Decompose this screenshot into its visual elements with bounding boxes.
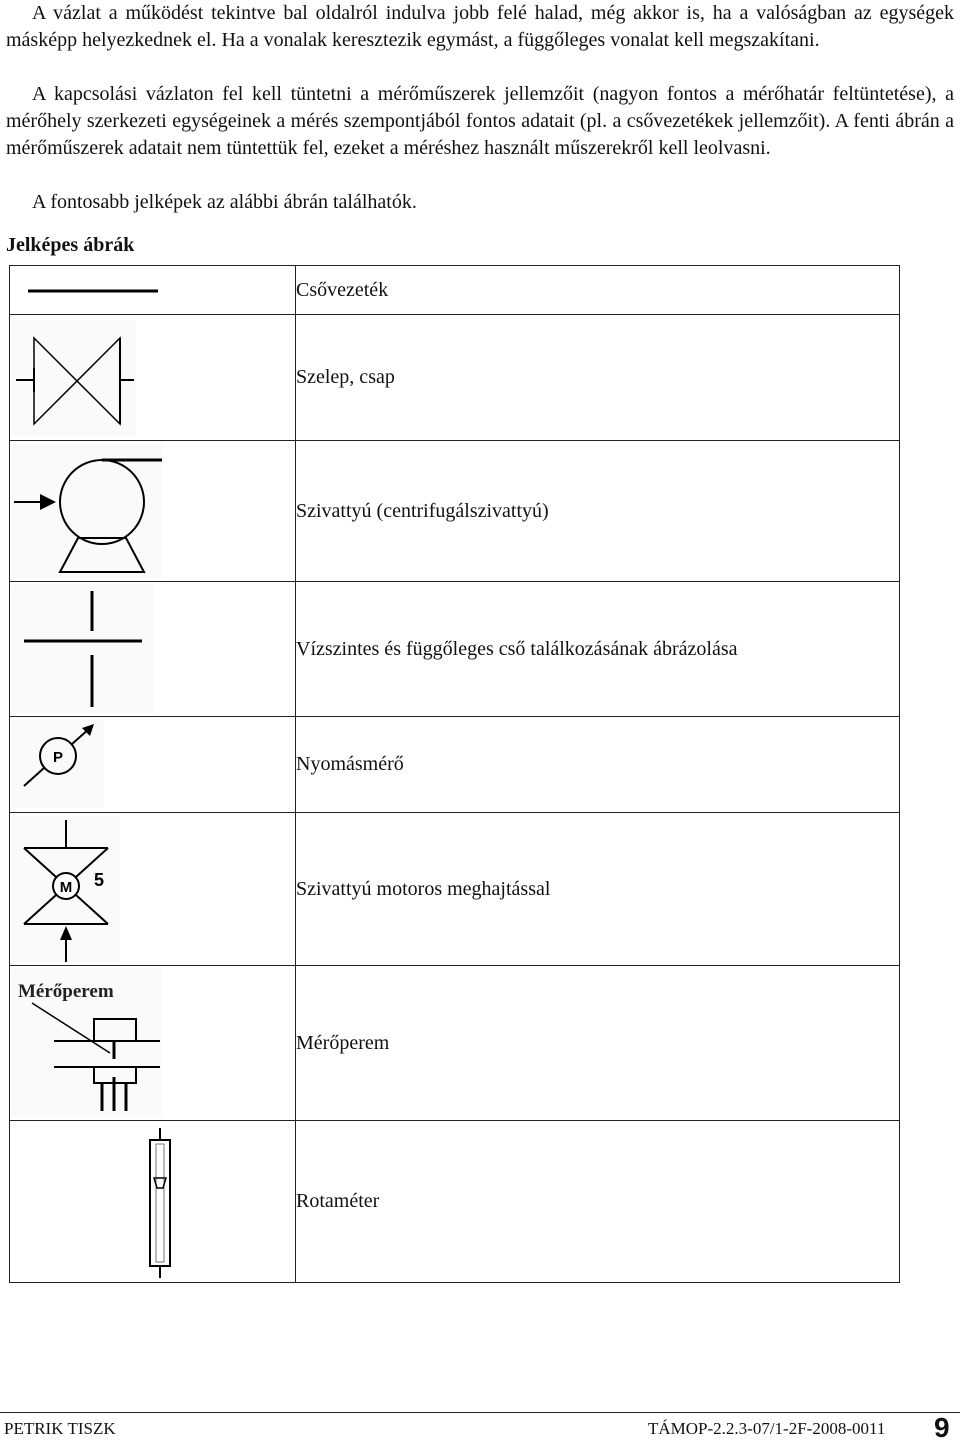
footer-project-code: TÁMOP-2.2.3-07/1-2F-2008-0011 <box>648 1419 886 1438</box>
symbol-cell <box>10 813 296 966</box>
orifice-plate-icon <box>10 967 295 1120</box>
symbol-label: Vízszintes és függőleges cső találkozásának ábrázolása <box>296 582 900 717</box>
pipe-crossing-icon <box>10 583 295 716</box>
symbol-label: Rotaméter <box>296 1121 900 1283</box>
valve-icon <box>10 316 295 440</box>
symbol-cell <box>10 315 296 441</box>
symbol-label: Szivattyú (centrifugálszivattyú) <box>296 441 900 582</box>
rotameter-icon <box>10 1122 295 1282</box>
symbols-table <box>9 265 900 1283</box>
table-row <box>10 266 900 315</box>
orifice-caption: Mérőperem <box>18 980 114 1002</box>
symbol-cell <box>10 441 296 582</box>
pressure-gauge-icon <box>10 718 295 812</box>
table-row <box>10 582 900 717</box>
table-row <box>10 441 900 582</box>
table-row <box>10 717 900 813</box>
symbol-label: Szivattyú motoros meghajtással <box>296 813 900 966</box>
motor-pump-icon <box>10 814 295 965</box>
symbols-intro-paragraph: A fontosabb jelképek az alábbi ábrán találhatók. <box>32 191 417 213</box>
section-heading: Jelképes ábrák <box>6 234 135 256</box>
table-row <box>10 966 900 1121</box>
motor-letter: M <box>59 878 73 896</box>
centrifugal-pump-icon <box>10 442 295 581</box>
intro-paragraph: A vázlat a működést tekintve bal oldalról indulva jobb felé halad, még akkor is, ha a valóságban az egységek másképp helyezkednek el. Ha a vonalak keresztezik egymást, a függőleges vonalat kell megszakítani. <box>6 2 954 51</box>
table-row <box>10 315 900 441</box>
page-number: 9 <box>934 1412 950 1443</box>
table-row <box>10 813 900 966</box>
table-row <box>10 1121 900 1283</box>
symbol-label: Szelep, csap <box>296 315 900 441</box>
gauge-letter: P <box>52 748 64 766</box>
symbol-cell <box>10 266 296 315</box>
symbol-cell <box>10 717 296 813</box>
symbol-label: Mérőperem <box>296 966 900 1121</box>
symbol-label: Nyomásmérő <box>296 717 900 813</box>
pipe-icon <box>10 266 295 314</box>
symbol-cell <box>10 582 296 717</box>
motor-number: 5 <box>94 869 105 890</box>
symbol-label: Csővezeték <box>296 266 900 315</box>
instrument-paragraph: A kapcsolási vázlaton fel kell tüntetni a mérőműszerek jellemzőit (nagyon fontos a mérőhatár feltüntetése), a mérőhely szerkezeti egységeinek a mérés szempontjából fontos adatait (pl. a csővezetékek jellemzőit). A fenti ábrán a mérőműszerek adatait nem tüntettük fel, ezeket a méréshez használt műszerekről kell leolvasni. <box>6 83 954 159</box>
footer-divider <box>0 1412 960 1413</box>
symbol-cell <box>10 1121 296 1283</box>
symbol-cell <box>10 966 296 1121</box>
footer-publisher: PETRIK TISZK <box>4 1419 116 1438</box>
